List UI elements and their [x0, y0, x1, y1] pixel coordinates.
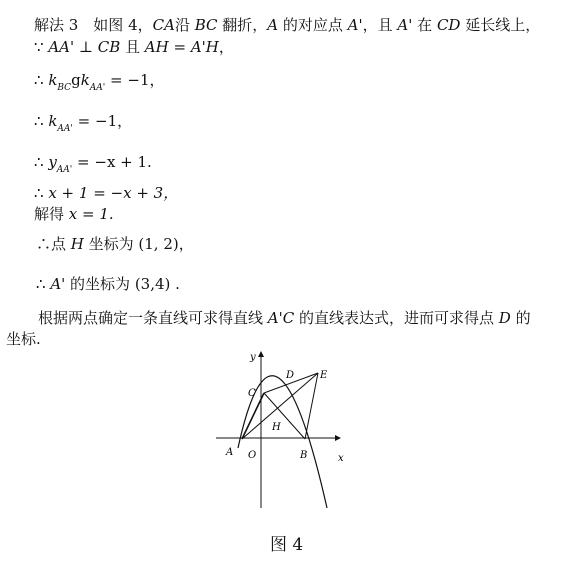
t: ∴: [34, 153, 49, 171]
t: BC: [194, 16, 218, 34]
t: ∴点: [36, 235, 71, 253]
t: 根据两点确定一条直线可求得直线: [38, 309, 268, 327]
t: A': [50, 275, 66, 293]
t: 解得: [34, 205, 69, 223]
t: 的直线表达式，进而可求得点: [294, 309, 499, 327]
t: k: [48, 112, 58, 130]
t: 坐标.: [6, 330, 41, 348]
t: A': [397, 16, 413, 34]
t: ∴: [34, 184, 49, 202]
t: x = 1.: [68, 205, 114, 223]
t: g: [71, 71, 81, 89]
t: 的对应点: [278, 16, 348, 34]
t: AA' ⊥ CB: [48, 38, 121, 56]
paragraph-line-2: [6, 329, 41, 349]
label-b: B: [300, 450, 308, 461]
t: ∵: [34, 38, 49, 56]
t: AA': [57, 124, 73, 134]
t: ，且: [362, 16, 398, 34]
t: k: [48, 71, 58, 89]
t: BC: [57, 83, 72, 93]
t: AA': [56, 165, 73, 175]
t: AA': [89, 83, 106, 93]
figure-caption: 图 4: [270, 535, 304, 555]
label-d: D: [286, 370, 295, 381]
label-e: E: [320, 370, 328, 381]
label-h: H: [272, 422, 281, 433]
t: k: [80, 71, 90, 89]
t: ∴: [34, 71, 49, 89]
t: 且: [120, 38, 145, 56]
line-4: [34, 111, 132, 139]
line-7: [34, 204, 114, 224]
geometry-figure: [210, 348, 360, 513]
line-5: [34, 152, 152, 180]
line-2: [34, 37, 234, 57]
line-1: [34, 15, 540, 35]
t: AH = A'H: [144, 38, 219, 56]
label-o: O: [248, 450, 257, 461]
line-9: [36, 274, 180, 294]
line-8: [36, 234, 194, 254]
t: = −1，: [105, 71, 165, 89]
t: 延长线上，: [460, 16, 541, 34]
t: x + 1 = −x + 3，: [48, 184, 179, 202]
t: CA: [152, 16, 175, 34]
t: 沿: [174, 16, 195, 34]
t: A: [267, 16, 279, 34]
t: ，: [218, 38, 234, 56]
t: 的坐标为 (3,4) .: [65, 275, 180, 293]
t: 翻折，: [217, 16, 268, 34]
line-3: [34, 70, 164, 98]
line-6: [34, 183, 178, 203]
t: ∴: [36, 275, 51, 293]
t: A': [347, 16, 363, 34]
t: = −x + 1.: [72, 153, 152, 171]
t: 在: [412, 16, 437, 34]
t: 的: [510, 309, 531, 327]
t: ∴: [34, 112, 49, 130]
label-a: A: [226, 447, 234, 458]
label-x: x: [338, 453, 344, 464]
t: A'C: [267, 309, 295, 327]
t: D: [498, 309, 511, 327]
label-y: y: [250, 352, 256, 363]
segment-c-b: [264, 393, 305, 439]
paragraph-line-1: [38, 308, 531, 328]
label-c: C: [248, 388, 256, 399]
t: y: [48, 153, 57, 171]
t: 解法 3 如图 4，: [34, 16, 153, 34]
t: 坐标为 (1, 2)，: [83, 235, 194, 253]
t: CD: [436, 16, 461, 34]
t: = −1，: [72, 112, 133, 130]
t: H: [70, 235, 84, 253]
